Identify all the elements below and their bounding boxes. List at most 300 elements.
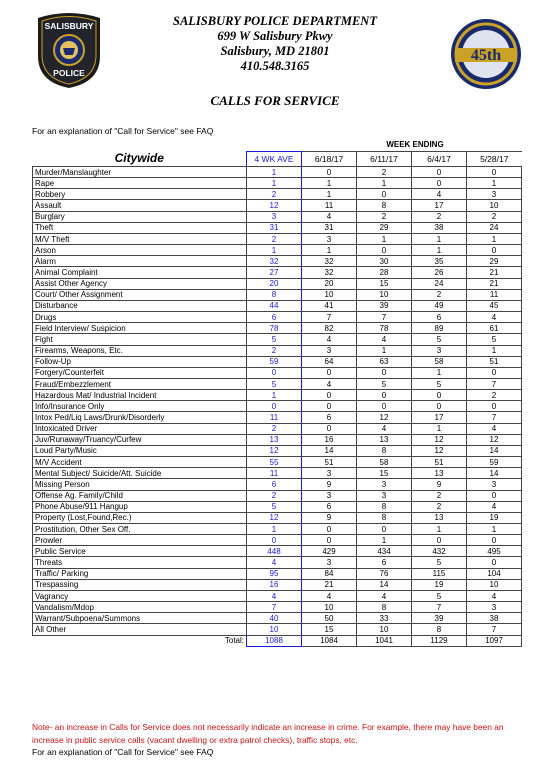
category-label: All Other [33,624,247,635]
total-label: Total: [224,636,244,646]
weekly-count-cell: 63 [357,356,412,367]
total-weekly-count: 1084 [302,635,357,646]
weekly-count-cell: 13 [412,512,467,523]
weekly-count-cell: 14 [467,468,522,479]
category-label: Mental Subject/ Suicide/Att. Suicide [33,468,247,479]
category-label: Arson [33,245,247,256]
table-row [33,524,522,535]
category-label: Intoxicated Driver [33,423,247,434]
table-row [33,334,522,345]
weekly-count-cell: 61 [467,323,522,334]
weekly-count-cell: 0 [467,367,522,378]
category-label: Fraud/Embezzlement [33,378,247,389]
total-weekly-count: 1041 [357,635,412,646]
category-label: Trespassing [33,579,247,590]
weekly-count-cell: 5 [412,378,467,389]
four-week-average-cell: 78 [247,323,302,334]
weekly-count-cell: 21 [302,579,357,590]
weekly-count-cell: 19 [467,512,522,523]
table-row [33,312,522,323]
four-week-average-cell: 12 [247,445,302,456]
category-label: Offense Ag. Family/Child [33,490,247,501]
four-week-average-cell: 4 [247,557,302,568]
report-title: CALLS FOR SERVICE [210,93,340,108]
four-week-average-cell: 27 [247,267,302,278]
weekly-count-cell: 84 [302,568,357,579]
column-header-4wk-ave: 4 WK AVE [247,152,302,167]
table-row [33,401,522,412]
category-label: M/V Theft [33,233,247,244]
category-label: Firearms, Weapons, Etc. [33,345,247,356]
weekly-count-cell: 51 [467,356,522,367]
four-week-average-cell: 12 [247,200,302,211]
table-row [33,423,522,434]
weekly-count-cell: 78 [357,323,412,334]
table-row [33,256,522,267]
weekly-count-cell: 89 [412,323,467,334]
weekly-count-cell: 1 [412,524,467,535]
category-label: Juv/Runaway/Truancy/Curfew [33,434,247,445]
weekly-count-cell: 0 [467,490,522,501]
four-week-average-cell: 16 [247,579,302,590]
weekly-count-cell: 21 [467,278,522,289]
table-row [33,512,522,523]
category-label: Assist Other Agency [33,278,247,289]
table-row [33,189,522,200]
category-label: M/V Accident [33,457,247,468]
weekly-count-cell: 434 [357,546,412,557]
weekly-count-cell: 3 [412,345,467,356]
weekly-count-cell: 4 [467,423,522,434]
weekly-count-cell: 1 [467,233,522,244]
weekly-count-cell: 14 [467,445,522,456]
weekly-count-cell: 7 [467,624,522,635]
four-week-average-cell: 2 [247,189,302,200]
category-label: Missing Person [33,479,247,490]
table-row [33,267,522,278]
total-four-week-average: 1088 [247,635,302,646]
table-row [33,546,522,557]
category-label: Alarm [33,256,247,267]
weekly-count-cell: 4 [357,590,412,601]
weekly-count-cell: 0 [467,557,522,568]
department-city: Salisbury, MD 21801 [220,44,330,58]
weekly-count-cell: 1 [412,423,467,434]
weekly-count-cell: 2 [412,490,467,501]
weekly-count-cell: 8 [357,501,412,512]
column-header-week: 6/11/17 [357,152,412,167]
weekly-count-cell: 0 [357,390,412,401]
weekly-count-cell: 1 [302,245,357,256]
weekly-count-cell: 115 [412,568,467,579]
total-weekly-count: 1097 [467,635,522,646]
table-row [33,590,522,601]
category-label: Field Interview/ Suspicion [33,323,247,334]
four-week-average-cell: 4 [247,590,302,601]
weekly-count-cell: 1 [357,345,412,356]
four-week-average-cell: 0 [247,535,302,546]
table-row [33,490,522,501]
four-week-average-cell: 1 [247,245,302,256]
weekly-count-cell: 1 [467,178,522,189]
table-row [33,434,522,445]
category-label: Info/Insurance Only [33,401,247,412]
svg-text:45th: 45th [470,47,502,64]
weekly-count-cell: 3 [302,468,357,479]
department-header [120,14,430,74]
weekly-count-cell: 8 [412,624,467,635]
weekly-count-cell: 19 [412,579,467,590]
table-row [33,557,522,568]
weekly-count-cell: 31 [302,222,357,233]
weekly-count-cell: 0 [357,524,412,535]
four-week-average-cell: 5 [247,501,302,512]
four-week-average-cell: 3 [247,211,302,222]
four-week-average-cell: 44 [247,300,302,311]
weekly-count-cell: 10 [357,289,412,300]
category-label: Disturbance [33,300,247,311]
weekly-count-cell: 45 [467,300,522,311]
weekly-count-cell: 6 [302,412,357,423]
weekly-count-cell: 3 [467,479,522,490]
faq-note-bottom: For an explanation of "Call for Service" see FAQ [32,747,214,757]
four-week-average-cell: 5 [247,378,302,389]
weekly-count-cell: 12 [467,434,522,445]
weekly-count-cell: 11 [302,200,357,211]
weekly-count-cell: 1 [412,367,467,378]
weekly-count-cell: 3 [467,189,522,200]
weekly-count-cell: 1 [467,524,522,535]
weekly-count-cell: 15 [357,468,412,479]
weekly-count-cell: 21 [467,267,522,278]
weekly-count-cell: 41 [302,300,357,311]
weekly-count-cell: 7 [302,312,357,323]
table-row [33,200,522,211]
weekly-count-cell: 495 [467,546,522,557]
weekly-count-cell: 6 [302,501,357,512]
weekly-count-cell: 58 [412,356,467,367]
weekly-count-cell: 35 [412,256,467,267]
weekly-count-cell: 17 [412,200,467,211]
weekly-count-cell: 5 [412,590,467,601]
table-row [33,167,522,178]
weekly-count-cell: 6 [412,312,467,323]
weekly-count-cell: 1 [302,189,357,200]
four-week-average-cell: 1 [247,167,302,178]
weekly-count-cell: 39 [412,613,467,624]
four-week-average-cell: 95 [247,568,302,579]
weekly-count-cell: 0 [467,401,522,412]
table-header-row [33,152,522,167]
weekly-count-cell: 5 [412,334,467,345]
weekly-count-cell: 3 [302,233,357,244]
four-week-average-cell: 31 [247,222,302,233]
weekly-count-cell: 7 [357,312,412,323]
category-label: Hazardous Mat/ Industrial Incident [33,390,247,401]
table-row [33,367,522,378]
weekly-count-cell: 50 [302,613,357,624]
weekly-count-cell: 30 [357,256,412,267]
weekly-count-cell: 0 [412,535,467,546]
weekly-count-cell: 8 [357,445,412,456]
weekly-count-cell: 0 [357,367,412,378]
weekly-count-cell: 1 [467,345,522,356]
weekly-count-cell: 429 [302,546,357,557]
weekly-count-cell: 1 [357,535,412,546]
category-label: Drugs [33,312,247,323]
weekly-count-cell: 82 [302,323,357,334]
table-row [33,345,522,356]
table-row [33,356,522,367]
four-week-average-cell: 32 [247,256,302,267]
category-label: Forgery/Counterfeit [33,367,247,378]
table-row [33,233,522,244]
weekly-count-cell: 20 [302,278,357,289]
four-week-average-cell: 2 [247,233,302,244]
four-week-average-cell: 1 [247,390,302,401]
weekly-count-cell: 8 [357,602,412,613]
table-row [33,613,522,624]
weekly-count-cell: 8 [357,512,412,523]
weekly-count-cell: 29 [467,256,522,267]
weekly-count-cell: 7 [467,378,522,389]
four-week-average-cell: 6 [247,479,302,490]
category-label: Warrant/Subpoena/Summons [33,613,247,624]
weekly-count-cell: 0 [412,390,467,401]
weekly-count-cell: 58 [357,457,412,468]
department-street: 699 W Salisbury Pkwy [217,29,333,43]
weekly-count-cell: 76 [357,568,412,579]
weekly-count-cell: 5 [412,557,467,568]
weekly-count-cell: 10 [357,624,412,635]
column-header-week: 6/18/17 [302,152,357,167]
department-name: SALISBURY POLICE DEPARTMENT [173,14,377,28]
table-row [33,579,522,590]
weekly-count-cell: 49 [412,300,467,311]
table-row [33,468,522,479]
weekly-count-cell: 12 [357,412,412,423]
four-week-average-cell: 40 [247,613,302,624]
weekly-count-cell: 13 [357,434,412,445]
category-label: Murder/Manslaughter [33,167,247,178]
weekly-count-cell: 9 [302,479,357,490]
table-row [33,568,522,579]
four-week-average-cell: 1 [247,524,302,535]
weekly-count-cell: 59 [467,457,522,468]
category-label: Rape [33,178,247,189]
weekly-count-cell: 15 [357,278,412,289]
table-row [33,445,522,456]
weekly-count-cell: 3 [357,479,412,490]
weekly-count-cell: 1 [302,178,357,189]
weekly-count-cell: 0 [357,189,412,200]
weekly-count-cell: 2 [467,390,522,401]
table-row [33,289,522,300]
weekly-count-cell: 2 [467,211,522,222]
four-week-average-cell: 2 [247,345,302,356]
category-label: Assault [33,200,247,211]
weekly-count-cell: 10 [302,602,357,613]
weekly-count-cell: 0 [357,401,412,412]
category-label: Prowler [33,535,247,546]
weekly-count-cell: 15 [302,624,357,635]
weekly-count-cell: 0 [302,367,357,378]
weekly-count-cell: 0 [302,535,357,546]
table-row [33,278,522,289]
category-label: Threats [33,557,247,568]
table-row [33,245,522,256]
four-week-average-cell: 0 [247,367,302,378]
weekly-count-cell: 0 [412,167,467,178]
category-label: Animal Complaint [33,267,247,278]
weekly-count-cell: 10 [467,579,522,590]
category-label: Public Service [33,546,247,557]
table-row [33,602,522,613]
weekly-count-cell: 32 [302,267,357,278]
table-row [33,178,522,189]
table-row [33,412,522,423]
weekly-count-cell: 3 [302,557,357,568]
four-week-average-cell: 6 [247,312,302,323]
weekly-count-cell: 14 [302,445,357,456]
calls-for-service-table [32,151,522,647]
faq-note-top: For an explanation of "Call for Service" see FAQ [32,126,214,136]
weekly-count-cell: 1 [412,245,467,256]
weekly-count-cell: 24 [467,222,522,233]
table-row [33,479,522,490]
table-row [33,222,522,233]
table-row [33,501,522,512]
total-weekly-count: 1129 [412,635,467,646]
weekly-count-cell: 17 [412,412,467,423]
weekly-count-cell: 0 [302,401,357,412]
four-week-average-cell: 10 [247,624,302,635]
weekly-count-cell: 4 [302,590,357,601]
column-header-week: 5/28/17 [467,152,522,167]
weekly-count-cell: 4 [467,501,522,512]
four-week-average-cell: 8 [247,289,302,300]
category-label: Follow-Up [33,356,247,367]
category-label: Court/ Other Assignment [33,289,247,300]
weekly-count-cell: 26 [412,267,467,278]
four-week-average-cell: 448 [247,546,302,557]
weekly-count-cell: 4 [302,378,357,389]
table-row [33,457,522,468]
weekly-count-cell: 38 [412,222,467,233]
weekly-count-cell: 11 [467,289,522,300]
weekly-count-cell: 10 [302,289,357,300]
category-label: Loud Party/Music [33,445,247,456]
weekly-count-cell: 4 [412,189,467,200]
table-row [33,378,522,389]
weekly-count-cell: 24 [412,278,467,289]
weekly-count-cell: 9 [412,479,467,490]
category-label: Prostitution, Other Sex Off. [33,524,247,535]
weekly-count-cell: 9 [302,512,357,523]
weekly-count-cell: 0 [357,245,412,256]
weekly-count-cell: 64 [302,356,357,367]
category-label: Intox Ped/Liq Laws/Drunk/Disorderly [33,412,247,423]
table-row [33,323,522,334]
weekly-count-cell: 0 [302,423,357,434]
table-row [33,624,522,635]
four-week-average-cell: 1 [247,178,302,189]
weekly-count-cell: 12 [412,445,467,456]
weekly-count-cell: 0 [302,390,357,401]
weekly-count-cell: 2 [412,211,467,222]
category-label: Fight [33,334,247,345]
weekly-count-cell: 432 [412,546,467,557]
category-label: Vagrancy [33,590,247,601]
weekly-count-cell: 5 [357,378,412,389]
weekly-count-cell: 4 [357,334,412,345]
four-week-average-cell: 11 [247,412,302,423]
weekly-count-cell: 0 [302,524,357,535]
weekly-count-cell: 12 [412,434,467,445]
weekly-count-cell: 33 [357,613,412,624]
weekly-count-cell: 14 [357,579,412,590]
weekly-count-cell: 28 [357,267,412,278]
table-row [33,535,522,546]
weekly-count-cell: 0 [467,167,522,178]
weekly-count-cell: 4 [302,334,357,345]
weekly-count-cell: 2 [412,501,467,512]
weekly-count-cell: 7 [467,412,522,423]
weekly-count-cell: 104 [467,568,522,579]
table-row [33,390,522,401]
four-week-average-cell: 2 [247,490,302,501]
weekly-count-cell: 2 [412,289,467,300]
weekly-count-cell: 39 [357,300,412,311]
category-label: Property (Lost,Found,Rec.) [33,512,247,523]
four-week-average-cell: 59 [247,356,302,367]
weekly-count-cell: 0 [302,167,357,178]
column-header-week: 6/4/17 [412,152,467,167]
weekly-count-cell: 2 [357,211,412,222]
citywide-heading: Citywide [33,152,247,167]
weekly-count-cell: 32 [302,256,357,267]
weekly-count-cell: 1 [357,178,412,189]
four-week-average-cell: 11 [247,468,302,479]
weekly-count-cell: 7 [412,602,467,613]
four-week-average-cell: 0 [247,401,302,412]
weekly-count-cell: 4 [467,590,522,601]
four-week-average-cell: 7 [247,602,302,613]
weekly-count-cell: 5 [467,334,522,345]
weekly-count-cell: 0 [412,401,467,412]
weekly-count-cell: 10 [467,200,522,211]
category-label: Robbery [33,189,247,200]
category-label: Theft [33,222,247,233]
table-row [33,211,522,222]
weekly-count-cell: 4 [357,423,412,434]
weekly-count-cell: 29 [357,222,412,233]
weekly-count-cell: 38 [467,613,522,624]
department-phone: 410.548.3165 [240,59,310,73]
weekly-count-cell: 4 [467,312,522,323]
table-row [33,300,522,311]
svg-text:POLICE: POLICE [53,68,85,78]
weekly-count-cell: 0 [467,245,522,256]
weekly-count-cell: 8 [357,200,412,211]
weekly-count-cell: 51 [302,457,357,468]
weekly-count-cell: 0 [412,178,467,189]
four-week-average-cell: 2 [247,423,302,434]
weekly-count-cell: 3 [467,602,522,613]
four-week-average-cell: 12 [247,512,302,523]
weekly-count-cell: 16 [302,434,357,445]
weekly-count-cell: 4 [302,211,357,222]
